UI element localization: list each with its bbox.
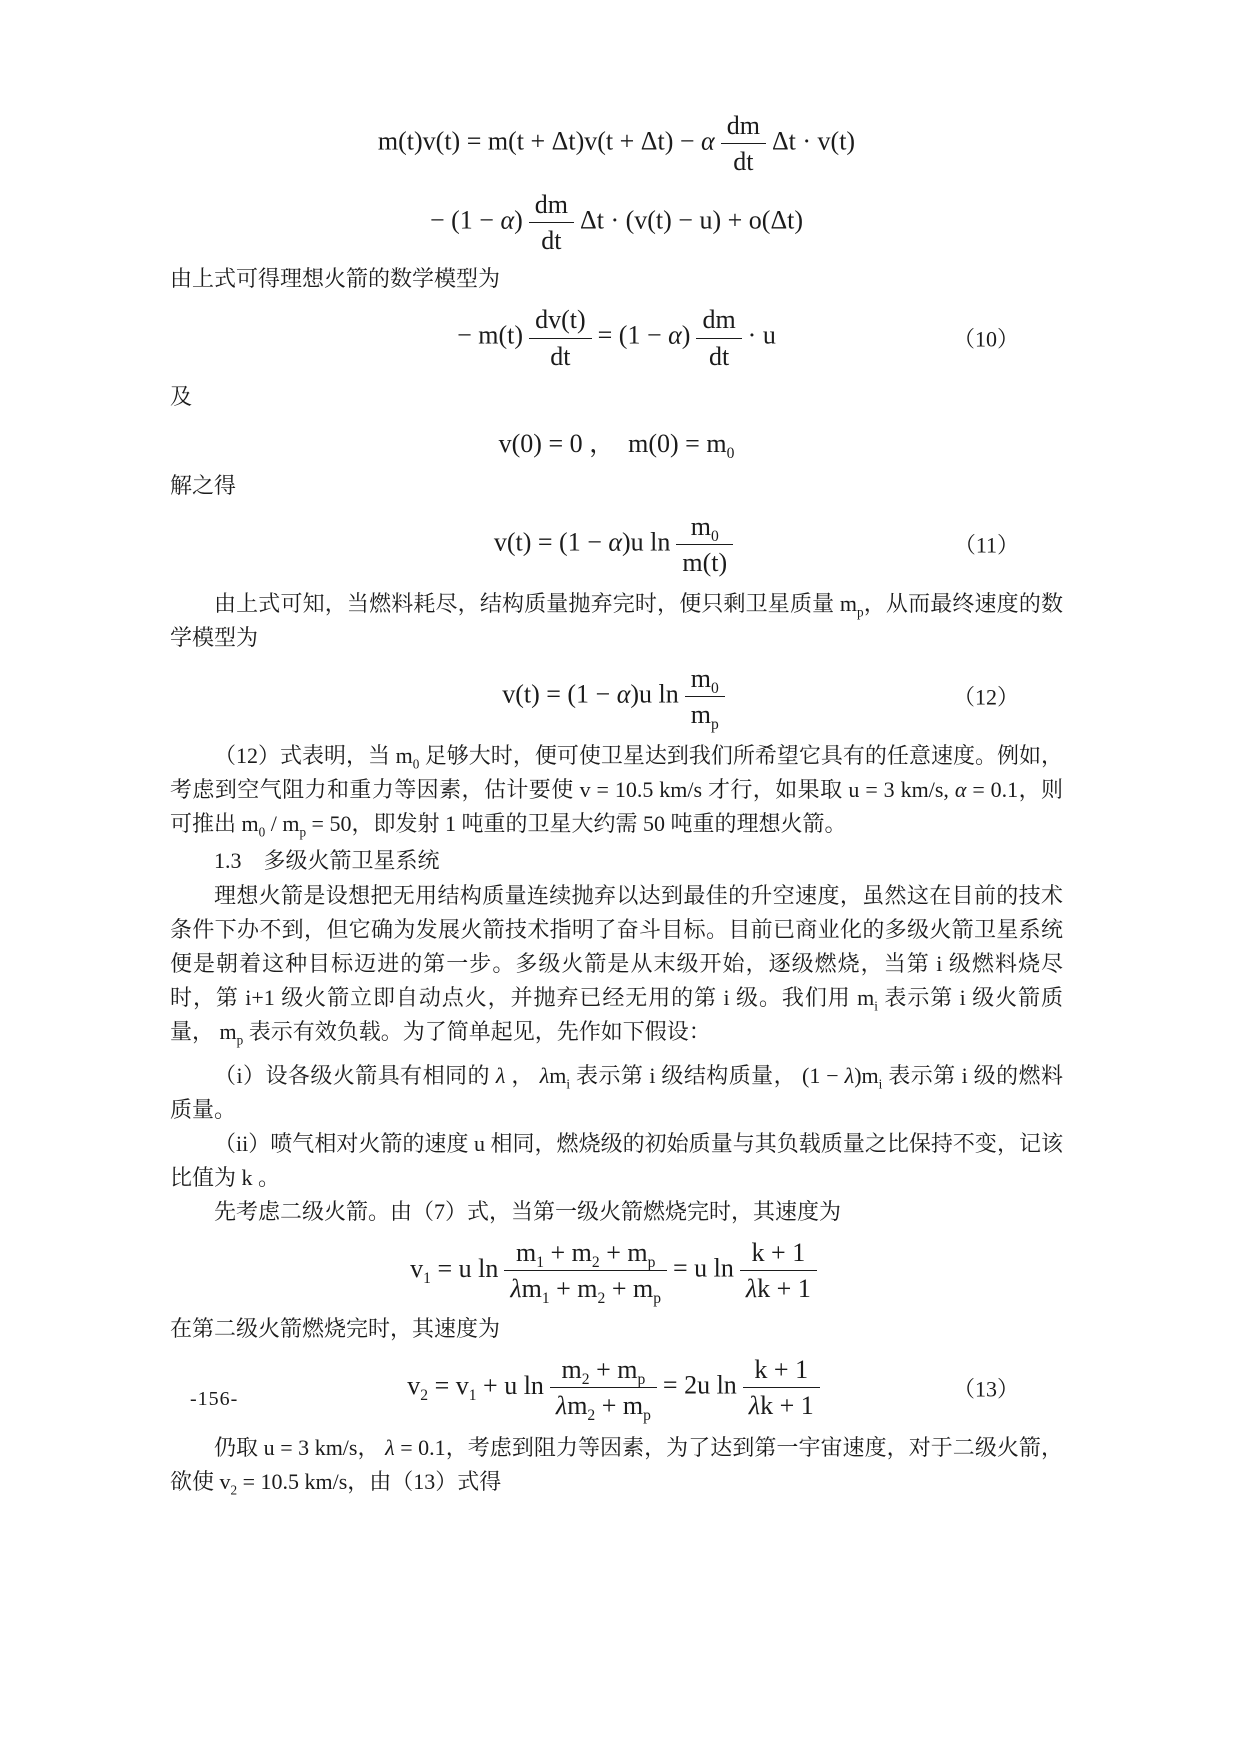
eq-text: · u (747, 321, 776, 351)
eq-text: − m(t) (457, 321, 524, 351)
section-heading-1-3: 1.3 多级火箭卫星系统 (214, 848, 440, 874)
fraction-dm-dt: $\frac{dm}{dt}$ (721, 111, 766, 176)
paragraph-multistage-intro: 理想火箭是设想把无用结构质量连续抛弃以达到最佳的升空速度，虽然这在目前的技术条件下办不到，但它确为发展火箭技术指明了奋斗目标。目前已商业化的多级火箭卫星系统便是朝着这种目标迈进的第一步。多级火箭是从末级开始，逐级燃烧，当第 i 级燃料烧尽时，第 i+1 级火箭立即自动点火，并抛弃已经无用的第 i 级。我们用 $m_i$ 表示第 i 级火箭质量， $m_p$ 表示有效负载。为了简单起见，先作如下假设： (170, 883, 1063, 1048)
equation-10 (170, 305, 1063, 370)
paragraph-final-speed: 由上式可知，当燃料耗尽，结构质量抛弃完时，便只剩卫星质量 $m_p$，从而最终速度的数学模型为 (170, 590, 1063, 650)
paragraph-assumption-ii: （ii）喷气相对火箭的速度 u 相同，燃烧级的初始质量与其负载质量之比保持不变，记该比值为 k 。 (170, 1131, 1063, 1191)
eq-text: $v_2 = v_1 + u$ ln (407, 1370, 544, 1405)
formula-number-13: （13） (952, 1376, 1019, 1402)
eq-text: v(t) = (1 − α)u ln (502, 679, 679, 709)
fraction-dvt-dt: $\frac{dv(t)}{dt}$ (529, 305, 592, 370)
paragraph-two-stage-intro: 先考虑二级火箭。由（7）式，当第一级火箭燃烧完时，其速度为 (214, 1199, 842, 1225)
fraction-m0-mt: $\frac{m_0}{m(t)}$ (676, 512, 733, 577)
fraction-k-ratio: $\frac{k + 1}{\lambda k + 1}$ (743, 1355, 820, 1420)
page-number: -156- (190, 1388, 239, 1410)
eq-text: v(t) = (1 − α)u ln (493, 527, 671, 557)
eq-text: m(t)v(t) = m(t + Δt)v(t + Δt) − α (377, 126, 715, 156)
equation-initial-conditions (170, 423, 1063, 460)
equation-v1 (170, 1238, 1063, 1308)
fraction-dm-dt: $\frac{dm}{dt}$ (529, 190, 574, 255)
eq-text: Δt · v(t) (771, 126, 856, 156)
equation-12 (170, 663, 1063, 734)
fraction-mass-ratio-1: $\frac{m_1 + m_2 + m_p}{\lambda m_1 + m_2 + m_p}$ (504, 1238, 667, 1303)
fraction-k-ratio: $\frac{k + 1}{\lambda k + 1}$ (740, 1238, 817, 1303)
paragraph-solve: 解之得 (170, 472, 237, 498)
eq-text: = 2u ln (662, 1370, 737, 1400)
eq-text: Δt · (v(t) − u) + o(Δt) (580, 205, 804, 235)
fraction-dm-dt: $\frac{dm}{dt}$ (696, 305, 741, 370)
equation-momentum-line1 (170, 104, 1063, 183)
eq-text: = (1 − α) (597, 321, 691, 351)
formula-number-12: （12） (952, 684, 1019, 710)
formula-number-11: （11） (953, 532, 1019, 558)
fraction-mass-ratio-2: $\frac{m_2 + m_p}{\lambda m_2 + m_p}$ (550, 1355, 657, 1420)
equation-momentum-line2 (170, 183, 1063, 262)
eq-text: − (1 − α) (429, 205, 523, 235)
eq-text: $v_1 = u$ ln (410, 1253, 499, 1287)
paragraph-and: 及 (170, 383, 193, 409)
paragraph-second-stage: 在第二级火箭燃烧完时，其速度为 (170, 1316, 501, 1342)
equation-momentum (170, 104, 1063, 262)
fraction-m0-mp: $\frac{m_0}{m_p}$ (685, 664, 725, 729)
eq-text: v(0) = 0 ， $m(0) = m_0$ (498, 428, 735, 462)
formula-number-10: （10） (952, 326, 1019, 352)
paragraph-assumption-i: （i）设各级火箭具有相同的 λ ， $\lambda m_i$ 表示第 i 级结构质量， $(1 - \lambda)m_i$ 表示第 i 级的燃料质量。 (170, 1063, 1063, 1123)
paragraph-conclusion: 仍取 u = 3 km/s， λ = 0.1，考虑到阻力等因素，为了达到第一宇宙速度，对于二级火箭，欲使 $v_2 = 10.5$ km/s，由（13）式得 (170, 1434, 1063, 1497)
paragraph-model-intro: 由上式可得理想火箭的数学模型为 (170, 266, 501, 292)
eq-text: = u ln (673, 1253, 734, 1283)
equation-13 (170, 1355, 1063, 1425)
equation-11 (170, 512, 1063, 577)
paragraph-eq12-discussion: （12）式表明，当 $m_0$ 足够大时，便可使卫星达到我们所希望它具有的任意速度。例如，考虑到空气阻力和重力等因素，估计要使 v = 10.5 km/s 才行，如果取 u = 3 km/s, α = 0.1，则可推出 $m_0 / m_p = 50$，即发射 1 吨重的卫星大约需 50 吨重的理想火箭。 (170, 743, 1063, 840)
